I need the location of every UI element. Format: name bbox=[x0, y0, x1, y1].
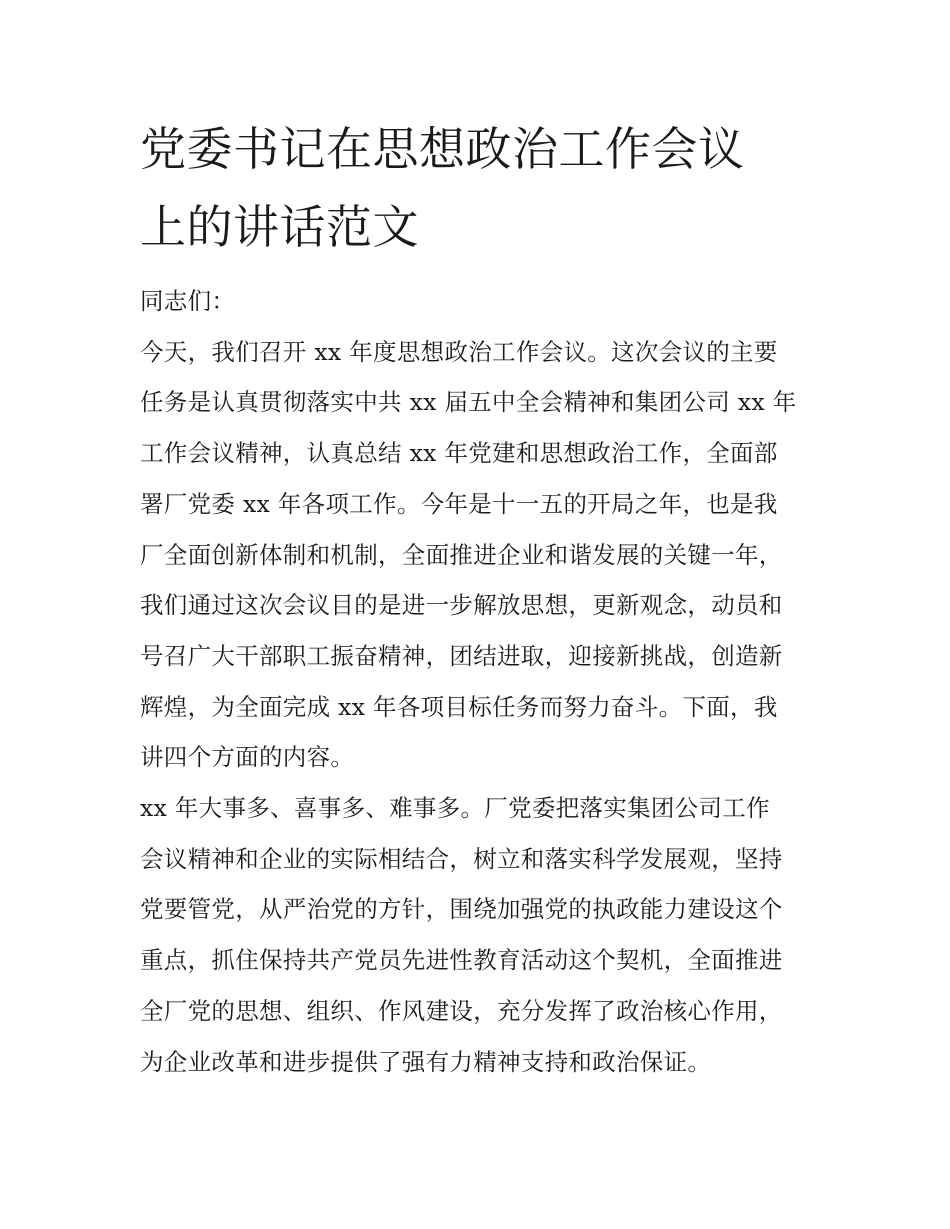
paragraph-line: 讲四个方面的内容。 bbox=[140, 743, 355, 772]
paragraph-line: 号召广大干部职工振奋精神，团结进取，迎接新挑战，创造新 bbox=[140, 641, 783, 670]
paragraph-line: 会议精神和企业的实际相结合，树立和落实科学发展观，坚持 bbox=[140, 844, 783, 873]
paragraph-line: 我们通过这次会议目的是进一步解放思想，更新观念，动员和 bbox=[140, 591, 783, 620]
paragraph-line: 全厂党的思想、组织、作风建设，充分发挥了政治核心作用， bbox=[140, 996, 783, 1025]
paragraph-line: 党要管党，从严治党的方针，围绕加强党的执政能力建设这个 bbox=[140, 895, 783, 924]
title-line: 党委书记在思想政治工作会议 bbox=[140, 122, 745, 176]
paragraph-2 bbox=[140, 783, 830, 1087]
paragraph-line: 重点，抓住保持共产党员先进性教育活动这个契机，全面推进 bbox=[140, 946, 783, 975]
paragraph-line: 今天，我们召开 xx 年度思想政治工作会议。这次会议的主要 bbox=[140, 337, 778, 366]
document-body bbox=[140, 276, 830, 1087]
paragraph-line: 工作会议精神，认真总结 xx 年党建和思想政治工作，全面部 bbox=[140, 439, 778, 468]
paragraph-line: xx 年大事多、喜事多、难事多。厂党委把落实集团公司工作 bbox=[140, 794, 770, 823]
paragraph-line: 为企业改革和进步提供了强有力精神支持和政治保证。 bbox=[140, 1047, 712, 1076]
paragraph-line: 任务是认真贯彻落实中共 xx 届五中全会精神和集团公司 xx 年 bbox=[140, 388, 797, 417]
title-line: 上的讲话范文 bbox=[140, 200, 419, 254]
paragraph-1 bbox=[140, 327, 830, 783]
paragraph-line: 辉煌，为全面完成 xx 年各项目标任务而努力奋斗。下面，我 bbox=[140, 692, 778, 721]
salutation: 同志们： bbox=[140, 287, 236, 315]
document-title bbox=[140, 110, 820, 266]
paragraph-line: 署厂党委 xx 年各项工作。今年是十一五的开局之年，也是我 bbox=[140, 489, 778, 518]
paragraph-line: 厂全面创新体制和机制，全面推进企业和谐发展的关键一年， bbox=[140, 540, 783, 569]
